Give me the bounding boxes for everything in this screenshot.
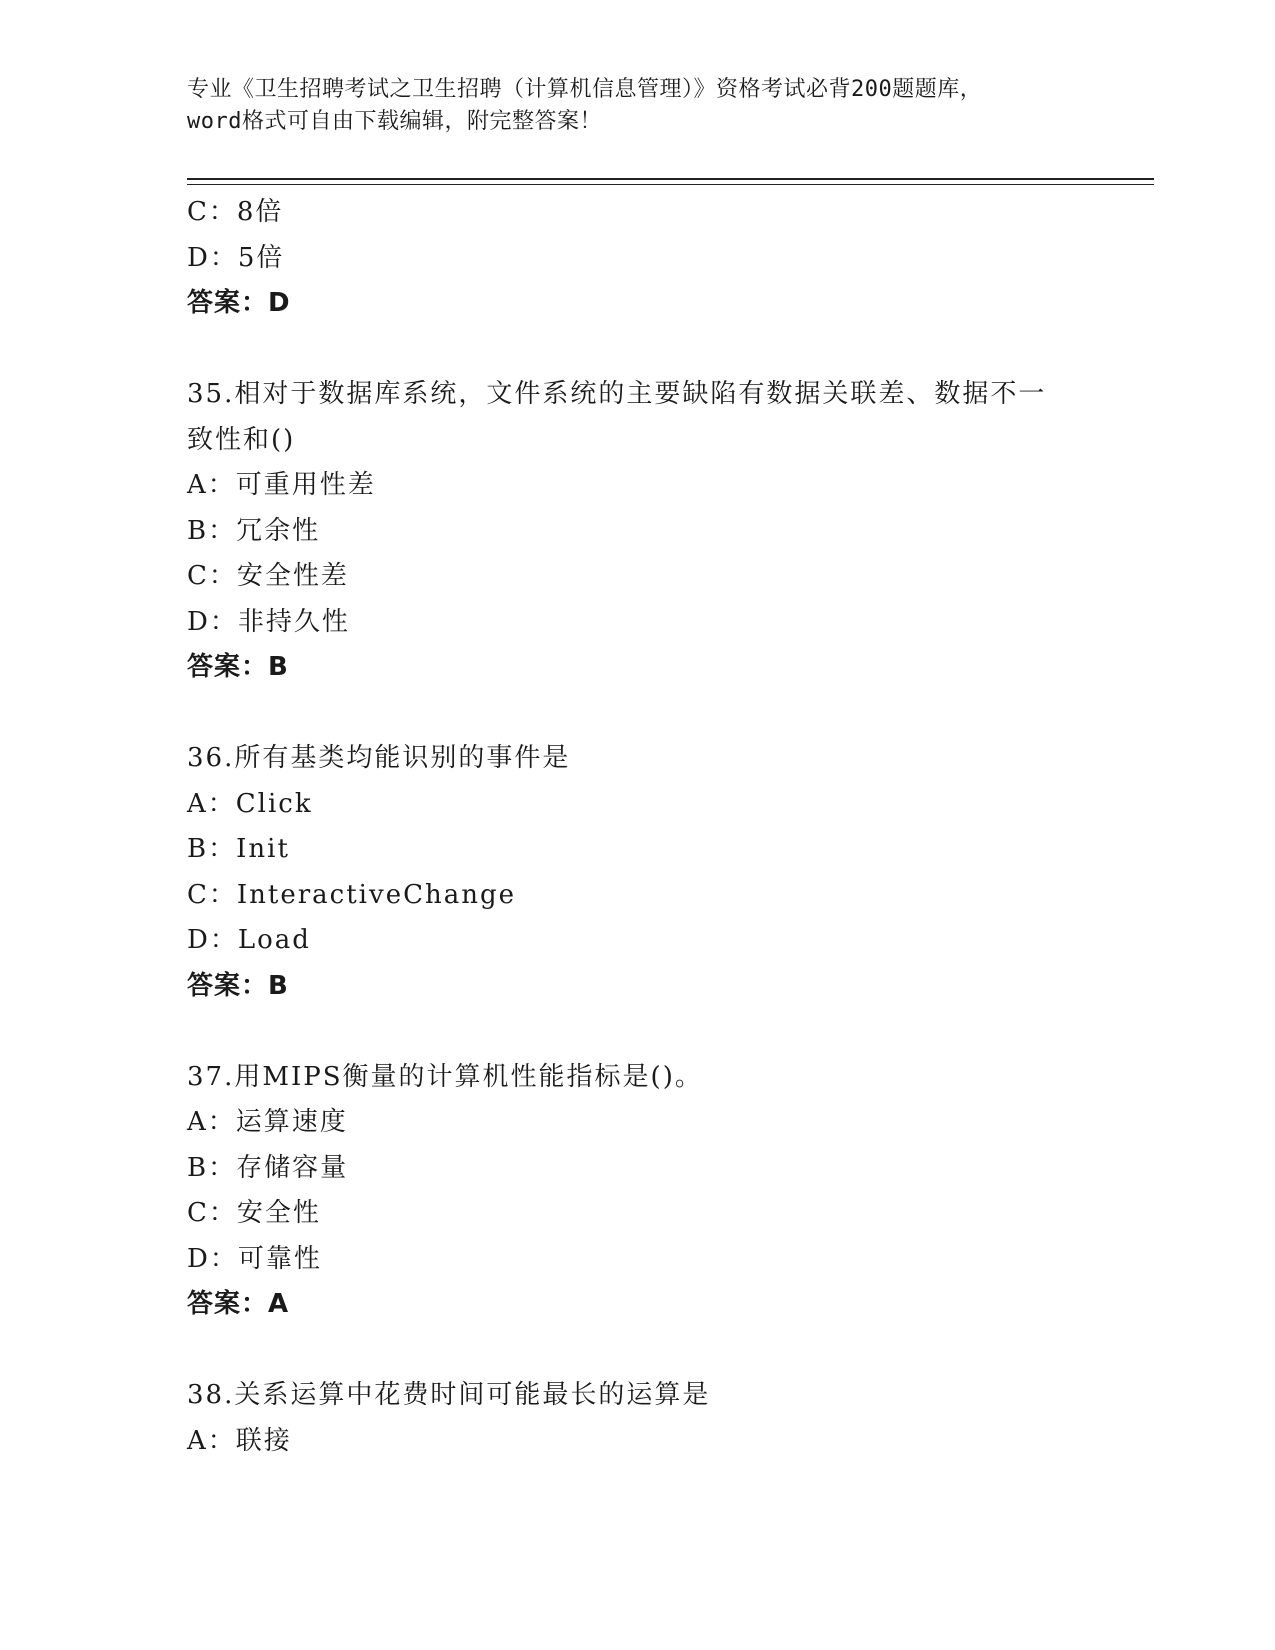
- question-text: 36.所有基类均能识别的事件是: [187, 743, 571, 773]
- question-text: 35.相对于数据库系统，文件系统的主要缺陷有数据关联差、数据不一: [187, 379, 1047, 409]
- spacer: [187, 691, 1087, 737]
- header-title-line-2: word格式可自由下载编辑，附完整答案！: [187, 109, 602, 134]
- question-block-35: [187, 372, 1087, 691]
- option-d: D：可靠性: [187, 1243, 322, 1274]
- header-divider: [187, 178, 1154, 180]
- question-block-38: [187, 1373, 1087, 1464]
- option-d: D：非持久性: [187, 606, 350, 637]
- question-block-34: [187, 190, 1087, 327]
- question-block-36: [187, 736, 1087, 1009]
- option-a: A：Click: [187, 788, 313, 819]
- question-list: [187, 190, 1087, 1464]
- option-c: C：InteractiveChange: [187, 879, 516, 910]
- option-b: B：冗余性: [187, 515, 321, 546]
- option-c: C：安全性: [187, 1198, 321, 1228]
- answer-label: 答案：A: [187, 1289, 290, 1319]
- question-text: 38.关系运算中花费时间可能最长的运算是: [187, 1380, 711, 1410]
- option-d: D：Load: [187, 925, 311, 955]
- question-text: 37.用MIPS衡量的计算机性能指标是()。: [187, 1061, 703, 1092]
- option-c: C：8倍: [187, 197, 284, 227]
- spacer: [187, 1328, 1087, 1374]
- option-b: B：存储容量: [187, 1152, 349, 1183]
- option-a: A：运算速度: [187, 1107, 348, 1137]
- answer-label: 答案：D: [187, 288, 291, 318]
- header-title-line-1: 专业《卫生招聘考试之卫生招聘（计算机信息管理）》资格考试必背200题题库，: [187, 77, 983, 102]
- option-a: A：联接: [187, 1425, 292, 1456]
- answer-label: 答案：B: [187, 652, 289, 682]
- spacer: [187, 327, 1087, 373]
- answer-label: 答案：B: [187, 970, 289, 1001]
- option-a: A：可重用性差: [187, 470, 376, 500]
- header-divider-thin: [187, 184, 1154, 185]
- option-b: B：Init: [187, 834, 290, 864]
- option-c: C：安全性差: [187, 561, 349, 591]
- spacer: [187, 1009, 1087, 1055]
- document-header: [187, 74, 1087, 138]
- question-text-continued: 致性和(): [187, 424, 296, 455]
- question-block-37: [187, 1055, 1087, 1328]
- option-d: D：5倍: [187, 242, 285, 273]
